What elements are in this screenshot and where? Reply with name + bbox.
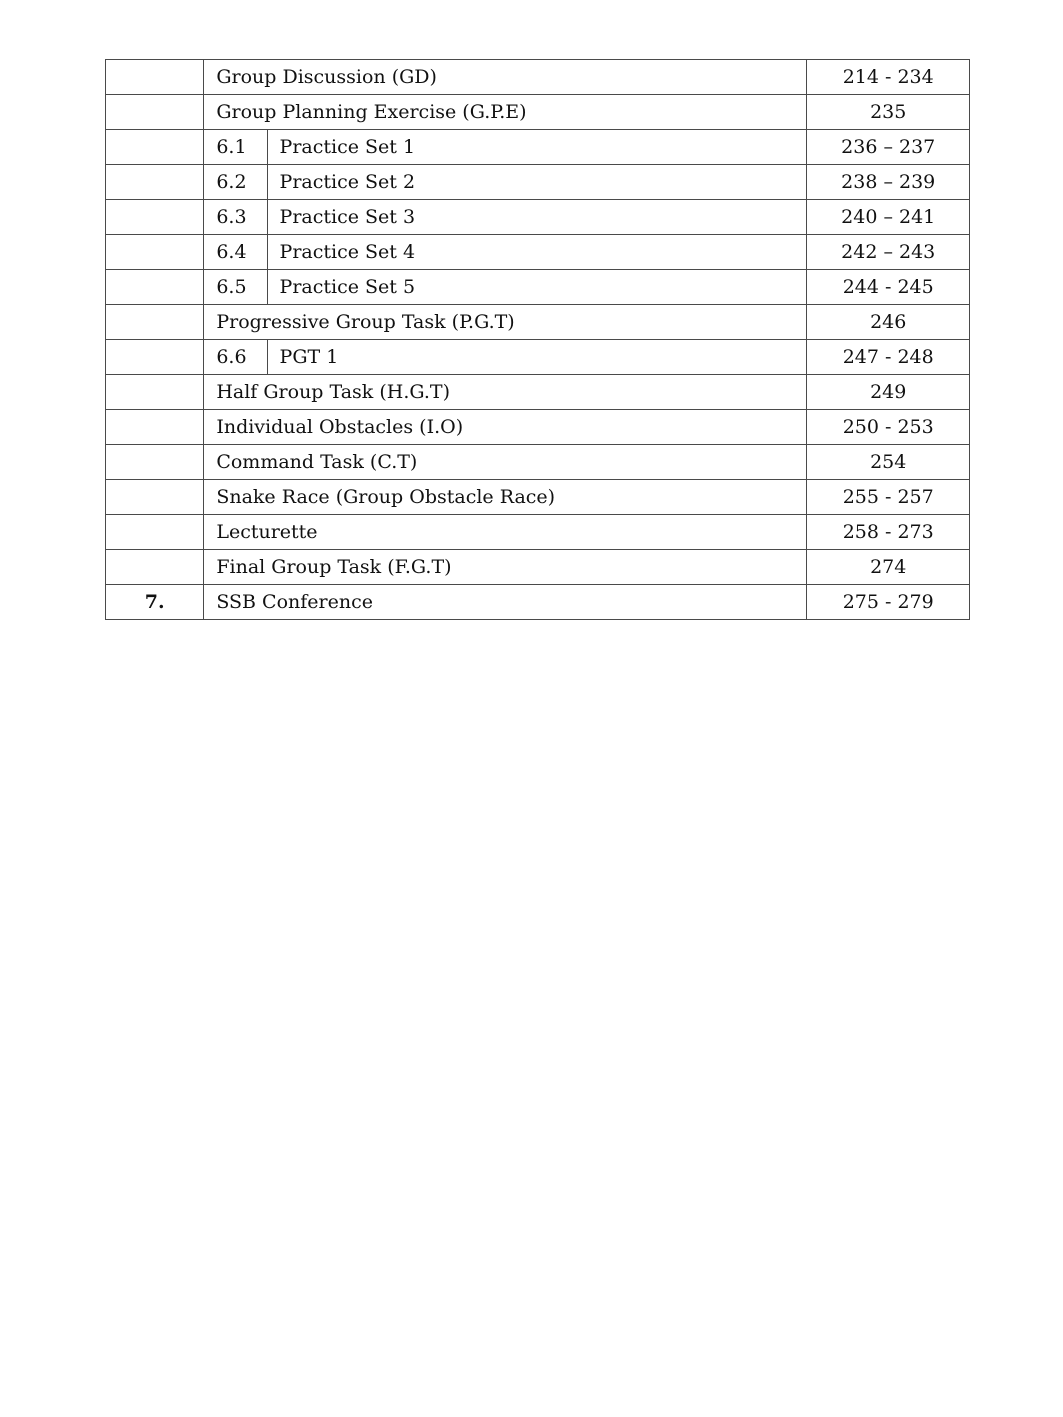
page-range: 236 – 237 xyxy=(807,130,970,165)
section-number: 6.6 xyxy=(204,340,267,375)
chapter-number xyxy=(106,95,204,130)
entry-title: SSB Conference xyxy=(204,585,807,620)
page-range: 249 xyxy=(807,375,970,410)
chapter-number xyxy=(106,375,204,410)
table-row xyxy=(106,95,970,130)
entry-title: Half Group Task (H.G.T) xyxy=(204,375,807,410)
page-range: 246 xyxy=(807,305,970,340)
chapter-number xyxy=(106,410,204,445)
chapter-number xyxy=(106,340,204,375)
page-range: 238 – 239 xyxy=(807,165,970,200)
chapter-number: 7. xyxy=(106,585,204,620)
entry-title: Snake Race (Group Obstacle Race) xyxy=(204,480,807,515)
entry-title: Individual Obstacles (I.O) xyxy=(204,410,807,445)
section-number: 6.2 xyxy=(204,165,267,200)
table-row xyxy=(106,200,970,235)
table-row xyxy=(106,270,970,305)
chapter-number xyxy=(106,305,204,340)
entry-title: Practice Set 1 xyxy=(267,130,807,165)
entry-title: Final Group Task (F.G.T) xyxy=(204,550,807,585)
page-range: 240 – 241 xyxy=(807,200,970,235)
entry-title: Group Discussion (GD) xyxy=(204,60,807,95)
table-row xyxy=(106,515,970,550)
entry-title: Group Planning Exercise (G.P.E) xyxy=(204,95,807,130)
table-row xyxy=(106,60,970,95)
entry-title: Practice Set 5 xyxy=(267,270,807,305)
page-range: 274 xyxy=(807,550,970,585)
page-range: 258 - 273 xyxy=(807,515,970,550)
entry-title: Command Task (C.T) xyxy=(204,445,807,480)
table-row xyxy=(106,550,970,585)
table-row xyxy=(106,165,970,200)
section-number: 6.3 xyxy=(204,200,267,235)
chapter-number xyxy=(106,130,204,165)
table-row xyxy=(106,375,970,410)
table-of-contents xyxy=(105,59,970,620)
page-range: 254 xyxy=(807,445,970,480)
page-range: 255 - 257 xyxy=(807,480,970,515)
page-range: 235 xyxy=(807,95,970,130)
chapter-number xyxy=(106,235,204,270)
chapter-number xyxy=(106,270,204,305)
chapter-number xyxy=(106,200,204,235)
table-row xyxy=(106,130,970,165)
table-row xyxy=(106,445,970,480)
page-range: 247 - 248 xyxy=(807,340,970,375)
table-row xyxy=(106,480,970,515)
page-range: 250 - 253 xyxy=(807,410,970,445)
entry-title: Lecturette xyxy=(204,515,807,550)
section-number: 6.5 xyxy=(204,270,267,305)
chapter-number xyxy=(106,60,204,95)
page-range: 244 - 245 xyxy=(807,270,970,305)
section-number: 6.4 xyxy=(204,235,267,270)
chapter-number xyxy=(106,445,204,480)
chapter-number xyxy=(106,515,204,550)
entry-title: PGT 1 xyxy=(267,340,807,375)
entry-title: Practice Set 2 xyxy=(267,165,807,200)
entry-title: Practice Set 4 xyxy=(267,235,807,270)
table-row xyxy=(106,340,970,375)
page-range: 242 – 243 xyxy=(807,235,970,270)
chapter-number xyxy=(106,165,204,200)
section-number: 6.1 xyxy=(204,130,267,165)
entry-title: Practice Set 3 xyxy=(267,200,807,235)
table-row xyxy=(106,235,970,270)
table-row xyxy=(106,410,970,445)
page-range: 275 - 279 xyxy=(807,585,970,620)
toc-body xyxy=(106,60,970,620)
page-range: 214 - 234 xyxy=(807,60,970,95)
chapter-number xyxy=(106,480,204,515)
table-row xyxy=(106,585,970,620)
table-row xyxy=(106,305,970,340)
entry-title: Progressive Group Task (P.G.T) xyxy=(204,305,807,340)
chapter-number xyxy=(106,550,204,585)
